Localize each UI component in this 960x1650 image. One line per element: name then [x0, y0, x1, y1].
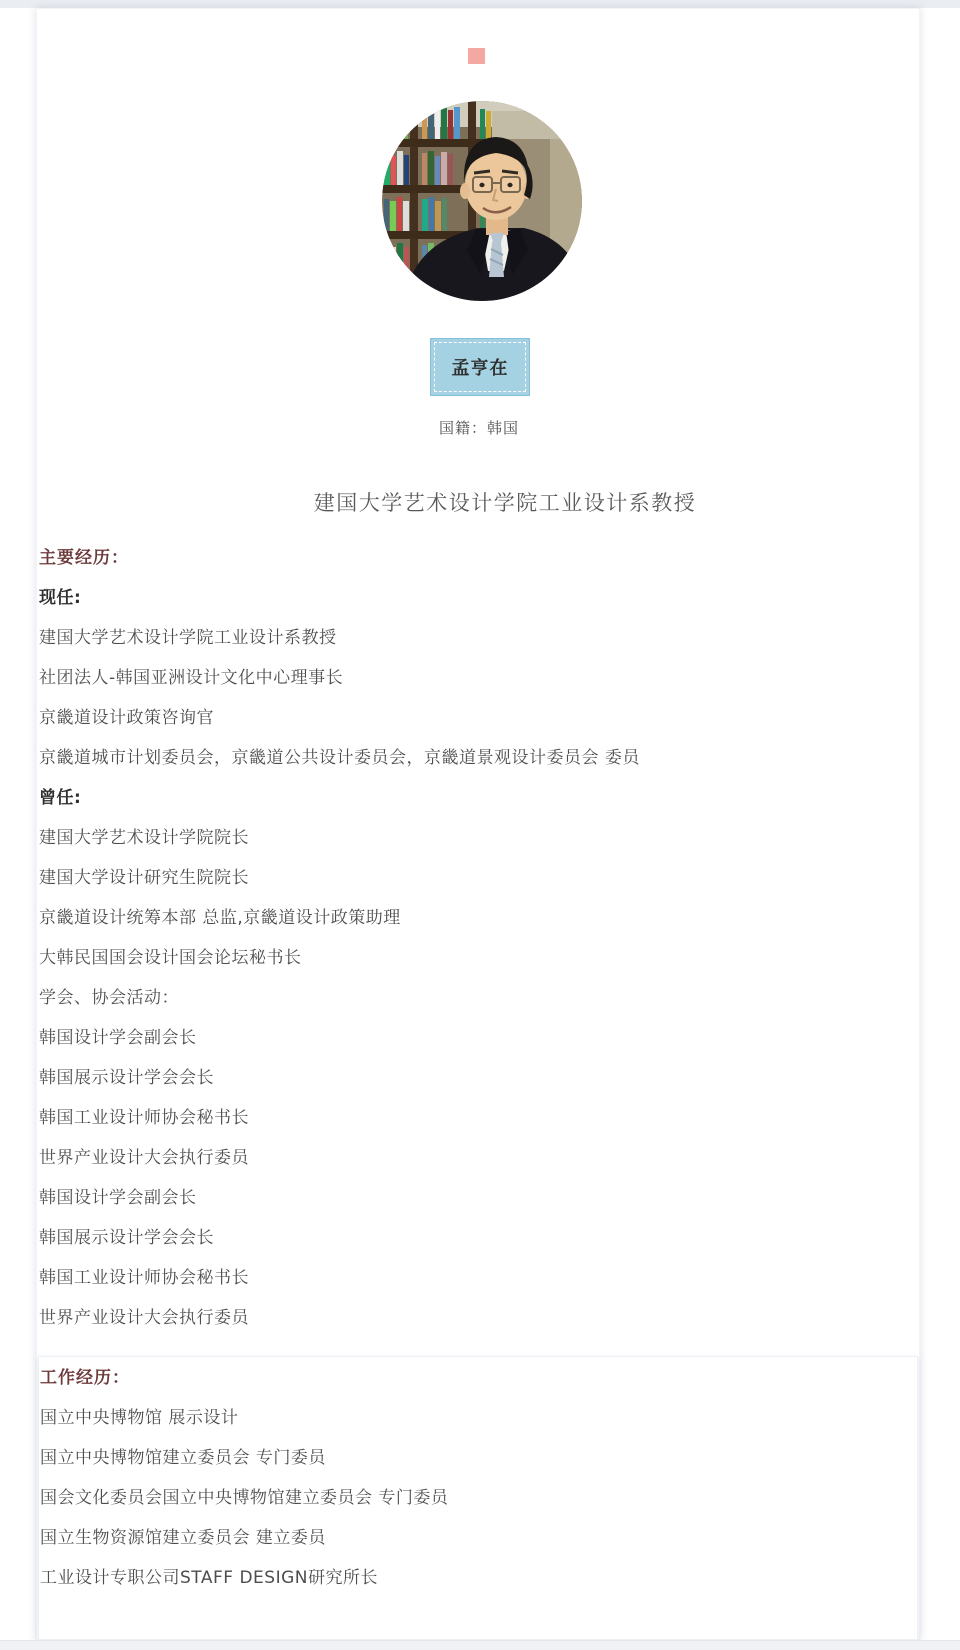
professor-title: 建国大学艺术设计学院工业设计系教授	[313, 491, 697, 515]
profile-photo	[382, 101, 582, 301]
name-box[interactable]	[430, 338, 530, 396]
portrait-illustration	[382, 101, 582, 301]
bio-line: 京畿道城市计划委员会，京畿道公共设计委员会，京畿道景观设计委员会 委员	[39, 748, 640, 768]
bio-line: 现任:	[39, 588, 82, 608]
bio-line: 世界产业设计大会执行委员	[39, 1308, 249, 1328]
bio-line: 大韩民国国会设计国会论坛秘书长	[39, 948, 302, 968]
bio-line: 工业设计专职公司STAFF DESIGN研究所长	[40, 1568, 378, 1588]
bio-line: 京畿道设计政策咨询官	[39, 708, 214, 728]
bio-line: 曾任:	[39, 788, 82, 808]
bio-line: 韩国工业设计师协会秘书长	[39, 1268, 249, 1288]
bio-line: 世界产业设计大会执行委员	[39, 1148, 249, 1168]
bio-section-main	[39, 538, 909, 1338]
bio-section-work	[38, 1356, 918, 1640]
bio-line: 国立中央博物馆 展示设计	[40, 1408, 239, 1428]
bio-line: 京畿道设计统筹本部 总监,京畿道设计政策助理	[39, 908, 401, 928]
person-name: 孟亨在	[451, 358, 509, 379]
bottom-divider	[0, 1640, 960, 1650]
bio-line: 社团法人-韩国亚洲设计文化中心理事长	[39, 668, 344, 688]
bio-line: 韩国展示设计学会会长	[39, 1228, 214, 1248]
work-experience-header: 工作经历：	[40, 1368, 130, 1388]
top-divider	[0, 0, 960, 8]
bio-line: 学会、协会活动：	[39, 988, 179, 1008]
nationality-label: 国籍：韩国	[438, 419, 519, 437]
bio-line: 韩国工业设计师协会秘书长	[39, 1108, 249, 1128]
profile-card	[36, 8, 920, 1640]
pink-marker-icon	[468, 48, 485, 64]
bio-line: 韩国展示设计学会会长	[39, 1068, 214, 1088]
bio-line: 韩国设计学会副会长	[39, 1028, 197, 1048]
bio-line: 建国大学艺术设计学院院长	[39, 828, 249, 848]
bio-line: 韩国设计学会副会长	[39, 1188, 197, 1208]
main-experience-header: 主要经历：	[39, 548, 129, 568]
bio-line: 国立生物资源馆建立委员会 建立委员	[40, 1528, 326, 1548]
bio-line: 国会文化委员会国立中央博物馆建立委员会 专门委员	[40, 1488, 449, 1508]
bio-line: 国立中央博物馆建立委员会 专门委员	[40, 1448, 326, 1468]
bio-line: 建国大学设计研究生院院长	[39, 868, 249, 888]
bio-line: 建国大学艺术设计学院工业设计系教授	[39, 628, 337, 648]
